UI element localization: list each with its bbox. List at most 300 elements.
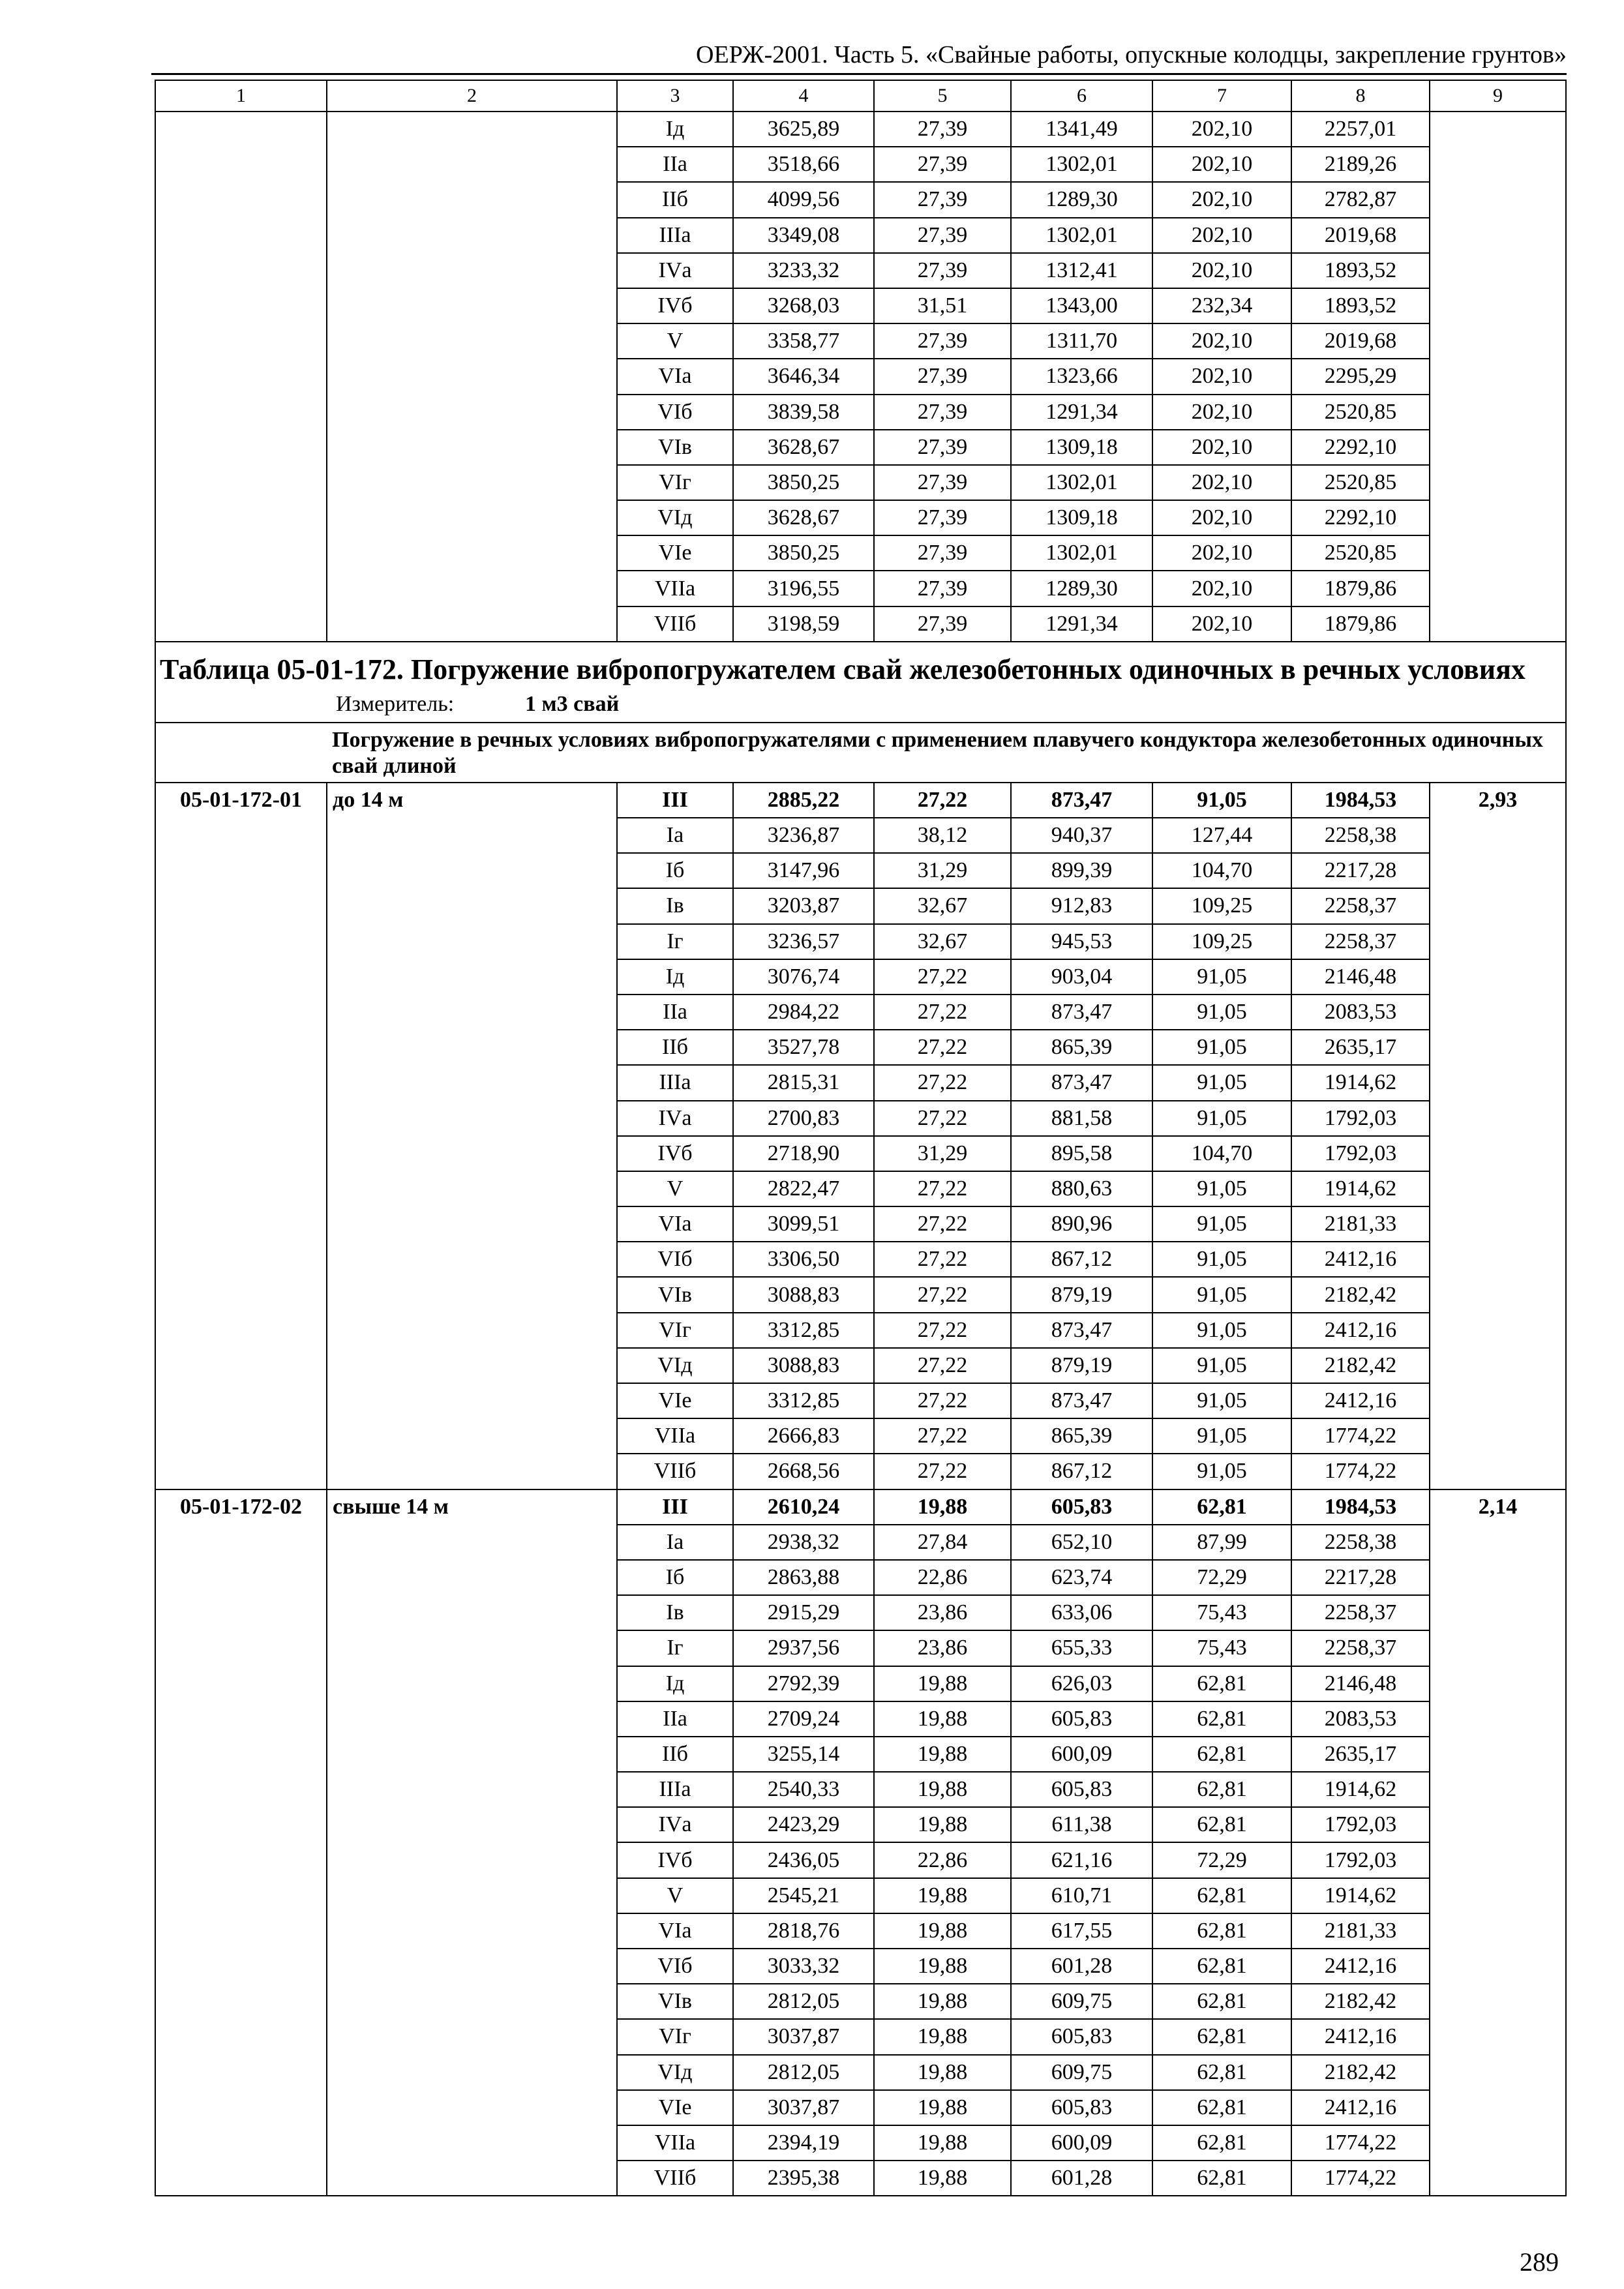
machines-cell: 879,19: [1011, 1348, 1152, 1383]
region-cell: IIIа: [617, 1065, 733, 1100]
machinist-wages-cell: 62,81: [1152, 1878, 1291, 1913]
region-cell: VIв: [617, 1277, 733, 1312]
materials-cell: 2258,38: [1291, 1525, 1430, 1560]
machinist-wages-cell: 91,05: [1152, 1454, 1291, 1489]
materials-cell: 1914,62: [1291, 1878, 1430, 1913]
region-cell: IVб: [617, 1136, 733, 1171]
unit-label: Измеритель:: [336, 691, 455, 716]
materials-cell: 2181,33: [1291, 1206, 1430, 1242]
materials-cell: 1879,86: [1291, 571, 1430, 606]
region-cell: VIв: [617, 1984, 733, 2019]
total-cost-cell: 2423,29: [733, 1807, 874, 1842]
wages-cell: 27,22: [874, 783, 1011, 818]
materials-cell: 2083,53: [1291, 995, 1430, 1030]
total-cost-cell: 3625,89: [733, 112, 874, 147]
subheading-row: [155, 723, 1566, 783]
total-cost-cell: 3268,03: [733, 288, 874, 323]
machinist-wages-cell: 202,10: [1152, 323, 1291, 359]
machines-cell: 873,47: [1011, 995, 1152, 1030]
machinist-wages-cell: 202,10: [1152, 430, 1291, 465]
wages-cell: 27,39: [874, 218, 1011, 253]
wages-cell: 27,22: [874, 1383, 1011, 1418]
wages-cell: 27,39: [874, 182, 1011, 217]
price-table: [155, 80, 1567, 2196]
region-cell: VIIа: [617, 2125, 733, 2161]
machinist-wages-cell: 91,05: [1152, 1348, 1291, 1383]
materials-cell: 2258,37: [1291, 888, 1430, 923]
region-cell: Iв: [617, 1595, 733, 1630]
region-cell: IVб: [617, 1842, 733, 1878]
region-cell: Iд: [617, 112, 733, 147]
machinist-wages-cell: 202,10: [1152, 147, 1291, 182]
region-cell: VIа: [617, 1206, 733, 1242]
region-cell: III: [617, 1489, 733, 1525]
region-cell: VIе: [617, 1383, 733, 1418]
unit-value: 1 м3 свай: [525, 691, 620, 716]
region-cell: VIIа: [617, 1418, 733, 1454]
region-cell: IIб: [617, 182, 733, 217]
materials-cell: 2189,26: [1291, 147, 1430, 182]
wages-cell: 27,84: [874, 1525, 1011, 1560]
machinist-wages-cell: 62,81: [1152, 1984, 1291, 2019]
machines-cell: 605,83: [1011, 1489, 1152, 1525]
wages-cell: 22,86: [874, 1842, 1011, 1878]
machinist-wages-cell: 232,34: [1152, 288, 1291, 323]
materials-cell: 1914,62: [1291, 1065, 1430, 1100]
region-cell: IIб: [617, 1737, 733, 1772]
column-number: 4: [733, 80, 874, 112]
materials-cell: 2292,10: [1291, 430, 1430, 465]
materials-cell: 2019,68: [1291, 323, 1430, 359]
wages-cell: 23,86: [874, 1595, 1011, 1630]
column-number: 8: [1291, 80, 1430, 112]
wages-cell: 27,22: [874, 1418, 1011, 1454]
total-cost-cell: 3076,74: [733, 959, 874, 995]
total-cost-cell: 3358,77: [733, 323, 874, 359]
region-cell: VIг: [617, 2019, 733, 2054]
machinist-wages-cell: 202,10: [1152, 253, 1291, 288]
materials-cell: 2146,48: [1291, 959, 1430, 995]
materials-cell: 1984,53: [1291, 1489, 1430, 1525]
total-cost-cell: 2818,76: [733, 1913, 874, 1949]
total-cost-cell: 4099,56: [733, 182, 874, 217]
machinist-wages-cell: 91,05: [1152, 1277, 1291, 1312]
region-cell: VIб: [617, 1242, 733, 1277]
machines-cell: 940,37: [1011, 818, 1152, 853]
table-title-cell: [155, 642, 1566, 723]
materials-cell: 2217,28: [1291, 1560, 1430, 1595]
materials-cell: 2635,17: [1291, 1737, 1430, 1772]
wages-cell: 27,39: [874, 500, 1011, 535]
machines-cell: 1302,01: [1011, 147, 1152, 182]
machines-cell: 655,33: [1011, 1630, 1152, 1666]
wages-cell: 27,39: [874, 395, 1011, 430]
column-number: 6: [1011, 80, 1152, 112]
wages-cell: 27,22: [874, 1454, 1011, 1489]
total-cost-cell: 2885,22: [733, 783, 874, 818]
materials-cell: 1893,52: [1291, 288, 1430, 323]
materials-cell: 2412,16: [1291, 2019, 1430, 2054]
header-rule: [151, 73, 1567, 75]
machines-cell: 865,39: [1011, 1030, 1152, 1065]
materials-cell: 2258,38: [1291, 818, 1430, 853]
materials-cell: 2295,29: [1291, 359, 1430, 394]
wages-cell: 27,22: [874, 1206, 1011, 1242]
total-cost-cell: 2937,56: [733, 1630, 874, 1666]
wages-cell: 32,67: [874, 888, 1011, 923]
wages-cell: 19,88: [874, 1949, 1011, 1984]
wages-cell: 27,39: [874, 465, 1011, 500]
total-cost-cell: 3306,50: [733, 1242, 874, 1277]
total-cost-cell: 3233,32: [733, 253, 874, 288]
materials-cell: 2257,01: [1291, 112, 1430, 147]
wages-cell: 19,88: [874, 1666, 1011, 1701]
region-cell: VIб: [617, 1949, 733, 1984]
materials-cell: 2292,10: [1291, 500, 1430, 535]
total-cost-cell: 3088,83: [733, 1348, 874, 1383]
region-cell: Iд: [617, 1666, 733, 1701]
region-cell: Iг: [617, 1630, 733, 1666]
code-cell: 05-01-172-02: [155, 1489, 327, 2196]
total-cost-cell: 3147,96: [733, 853, 874, 888]
region-cell: V: [617, 1878, 733, 1913]
total-cost-cell: 2540,33: [733, 1772, 874, 1807]
wages-cell: 27,22: [874, 1065, 1011, 1100]
total-cost-cell: 2792,39: [733, 1666, 874, 1701]
region-cell: VIг: [617, 1313, 733, 1348]
total-cost-cell: 3236,57: [733, 924, 874, 959]
machinist-wages-cell: 202,10: [1152, 395, 1291, 430]
materials-cell: 2520,85: [1291, 535, 1430, 571]
region-cell: IIIа: [617, 218, 733, 253]
machines-cell: 912,83: [1011, 888, 1152, 923]
total-cost-cell: 2822,47: [733, 1171, 874, 1206]
wages-cell: 31,29: [874, 1136, 1011, 1171]
machinist-wages-cell: 104,70: [1152, 1136, 1291, 1171]
machines-cell: 609,75: [1011, 1984, 1152, 2019]
total-cost-cell: 3099,51: [733, 1206, 874, 1242]
region-cell: VIIа: [617, 571, 733, 606]
wages-cell: 19,88: [874, 1878, 1011, 1913]
region-cell: IVа: [617, 1101, 733, 1136]
table-row: [155, 1489, 1566, 1525]
region-cell: IIб: [617, 1030, 733, 1065]
machinist-wages-cell: 72,29: [1152, 1560, 1291, 1595]
total-cost-cell: 3312,85: [733, 1313, 874, 1348]
total-cost-cell: 2395,38: [733, 2161, 874, 2196]
region-cell: IVа: [617, 253, 733, 288]
machines-cell: 605,83: [1011, 1772, 1152, 1807]
column-number: 3: [617, 80, 733, 112]
wages-cell: 27,39: [874, 535, 1011, 571]
region-cell: IIIа: [617, 1772, 733, 1807]
wages-cell: 32,67: [874, 924, 1011, 959]
materials-cell: 2635,17: [1291, 1030, 1430, 1065]
wages-cell: 31,51: [874, 288, 1011, 323]
total-cost-cell: 3255,14: [733, 1737, 874, 1772]
total-cost-cell: 3236,87: [733, 818, 874, 853]
region-cell: IVб: [617, 288, 733, 323]
machinist-wages-cell: 127,44: [1152, 818, 1291, 853]
region-cell: Iг: [617, 924, 733, 959]
materials-cell: 2182,42: [1291, 2055, 1430, 2090]
machinist-wages-cell: 91,05: [1152, 1242, 1291, 1277]
materials-cell: 2782,87: [1291, 182, 1430, 217]
machines-cell: 633,06: [1011, 1595, 1152, 1630]
machines-cell: 873,47: [1011, 783, 1152, 818]
page-header: ОЕРЖ-2001. Часть 5. «Свайные работы, опускные колодцы, закрепление грунтов»: [696, 41, 1567, 68]
machines-cell: 605,83: [1011, 2019, 1152, 2054]
machinist-wages-cell: 202,10: [1152, 500, 1291, 535]
total-cost-cell: 3312,85: [733, 1383, 874, 1418]
wages-cell: 27,22: [874, 1101, 1011, 1136]
machines-cell: 873,47: [1011, 1383, 1152, 1418]
region-cell: Iб: [617, 1560, 733, 1595]
materials-cell: 1792,03: [1291, 1842, 1430, 1878]
name-cell: до 14 м: [327, 783, 617, 1489]
materials-cell: 2019,68: [1291, 218, 1430, 253]
materials-cell: 2181,33: [1291, 1913, 1430, 1949]
region-cell: III: [617, 783, 733, 818]
region-cell: VIе: [617, 535, 733, 571]
machinist-wages-cell: 72,29: [1152, 1842, 1291, 1878]
machinist-wages-cell: 75,43: [1152, 1630, 1291, 1666]
wages-cell: 31,29: [874, 853, 1011, 888]
table-row: [155, 112, 1566, 147]
wages-cell: 19,88: [874, 2161, 1011, 2196]
total-cost-cell: 2984,22: [733, 995, 874, 1030]
materials-cell: 1879,86: [1291, 606, 1430, 642]
machines-cell: 873,47: [1011, 1313, 1152, 1348]
wages-cell: 27,22: [874, 995, 1011, 1030]
wages-cell: 19,88: [874, 1772, 1011, 1807]
machinist-wages-cell: 91,05: [1152, 1065, 1291, 1100]
materials-cell: 2412,16: [1291, 2090, 1430, 2125]
machines-cell: 600,09: [1011, 1737, 1152, 1772]
wages-cell: 19,88: [874, 1701, 1011, 1737]
machines-cell: 605,83: [1011, 1701, 1152, 1737]
total-cost-cell: 2915,29: [733, 1595, 874, 1630]
wages-cell: 19,88: [874, 1807, 1011, 1842]
region-cell: VIб: [617, 395, 733, 430]
machinist-wages-cell: 91,05: [1152, 995, 1291, 1030]
wages-cell: 27,22: [874, 1171, 1011, 1206]
materials-cell: 1914,62: [1291, 1171, 1430, 1206]
machinist-wages-cell: 202,10: [1152, 606, 1291, 642]
region-cell: IIа: [617, 147, 733, 182]
materials-cell: 2412,16: [1291, 1313, 1430, 1348]
region-cell: VIг: [617, 465, 733, 500]
machinist-wages-cell: 91,05: [1152, 1171, 1291, 1206]
total-cost-cell: 3527,78: [733, 1030, 874, 1065]
machinist-wages-cell: 109,25: [1152, 924, 1291, 959]
region-cell: Iв: [617, 888, 733, 923]
materials-cell: 1984,53: [1291, 783, 1430, 818]
materials-cell: 2217,28: [1291, 853, 1430, 888]
machinist-wages-cell: 202,10: [1152, 182, 1291, 217]
region-cell: VIIб: [617, 606, 733, 642]
materials-cell: 2412,16: [1291, 1383, 1430, 1418]
machines-cell: 1302,01: [1011, 218, 1152, 253]
region-cell: VIд: [617, 1348, 733, 1383]
machinist-wages-cell: 62,81: [1152, 1913, 1291, 1949]
machinist-wages-cell: 91,05: [1152, 1313, 1291, 1348]
total-cost-cell: 3646,34: [733, 359, 874, 394]
materials-cell: 2412,16: [1291, 1242, 1430, 1277]
machines-cell: 903,04: [1011, 959, 1152, 995]
total-cost-cell: 2709,24: [733, 1701, 874, 1737]
materials-cell: 2258,37: [1291, 1595, 1430, 1630]
total-cost-cell: 3839,58: [733, 395, 874, 430]
machinist-wages-cell: 62,81: [1152, 1807, 1291, 1842]
total-cost-cell: 3037,87: [733, 2019, 874, 2054]
wages-cell: 19,88: [874, 2055, 1011, 2090]
total-cost-cell: 3203,87: [733, 888, 874, 923]
total-cost-cell: 3196,55: [733, 571, 874, 606]
wages-cell: 27,39: [874, 606, 1011, 642]
region-cell: VIе: [617, 2090, 733, 2125]
total-cost-cell: 3088,83: [733, 1277, 874, 1312]
unit-line: [336, 692, 1561, 717]
total-cost-cell: 3198,59: [733, 606, 874, 642]
machinist-wages-cell: 62,81: [1152, 1772, 1291, 1807]
machines-cell: 1323,66: [1011, 359, 1152, 394]
machines-cell: 1302,01: [1011, 465, 1152, 500]
wages-cell: 27,39: [874, 112, 1011, 147]
region-cell: VIа: [617, 1913, 733, 1949]
total-cost-cell: 2815,31: [733, 1065, 874, 1100]
materials-cell: 1792,03: [1291, 1136, 1430, 1171]
machines-cell: 879,19: [1011, 1277, 1152, 1312]
total-cost-cell: 2863,88: [733, 1560, 874, 1595]
materials-cell: 1792,03: [1291, 1101, 1430, 1136]
machines-cell: 601,28: [1011, 1949, 1152, 1984]
total-cost-cell: 2812,05: [733, 2055, 874, 2090]
machinist-wages-cell: 91,05: [1152, 783, 1291, 818]
column-number: 5: [874, 80, 1011, 112]
machinist-wages-cell: 104,70: [1152, 853, 1291, 888]
machines-cell: 1309,18: [1011, 500, 1152, 535]
machinist-wages-cell: 91,05: [1152, 1418, 1291, 1454]
total-cost-cell: 3850,25: [733, 535, 874, 571]
machines-cell: 601,28: [1011, 2161, 1152, 2196]
name-cell: свыше 14 м: [327, 1489, 617, 2196]
subheading-cell: Погружение в речных условиях вибропогружателями с применением плавучего кондуктора железобетонных одиночных свай длиной: [155, 723, 1566, 783]
wages-cell: 19,88: [874, 2125, 1011, 2161]
machinist-wages-cell: 75,43: [1152, 1595, 1291, 1630]
materials-cell: 1774,22: [1291, 1418, 1430, 1454]
total-cost-cell: 3628,67: [733, 500, 874, 535]
region-cell: Iа: [617, 1525, 733, 1560]
region-cell: VIд: [617, 2055, 733, 2090]
materials-cell: 1914,62: [1291, 1772, 1430, 1807]
wages-cell: 27,39: [874, 323, 1011, 359]
total-cost-cell: 2394,19: [733, 2125, 874, 2161]
table-title: Таблица 05-01-172. Погружение вибропогружателем свай железобетонных одиночных в речных условиях: [160, 653, 1526, 685]
wages-cell: 19,88: [874, 1984, 1011, 2019]
region-cell: Iа: [617, 818, 733, 853]
wages-cell: 19,88: [874, 2019, 1011, 2054]
machinist-wages-cell: 202,10: [1152, 359, 1291, 394]
machines-cell: 1302,01: [1011, 535, 1152, 571]
machines-cell: 652,10: [1011, 1525, 1152, 1560]
total-cost-cell: 2668,56: [733, 1454, 874, 1489]
machines-cell: 1341,49: [1011, 112, 1152, 147]
wages-cell: 27,39: [874, 253, 1011, 288]
wages-cell: 27,39: [874, 147, 1011, 182]
table-row: [155, 783, 1566, 818]
machines-cell: 1289,30: [1011, 182, 1152, 217]
column-number-row: [155, 80, 1566, 112]
total-cost-cell: 2812,05: [733, 1984, 874, 2019]
wages-cell: 19,88: [874, 2090, 1011, 2125]
machines-cell: 623,74: [1011, 1560, 1152, 1595]
region-cell: V: [617, 323, 733, 359]
wages-cell: 27,22: [874, 959, 1011, 995]
extra-cell: 2,14: [1430, 1489, 1566, 2196]
machinist-wages-cell: 62,81: [1152, 2019, 1291, 2054]
machines-cell: 895,58: [1011, 1136, 1152, 1171]
materials-cell: 2258,37: [1291, 924, 1430, 959]
machinist-wages-cell: 62,81: [1152, 1666, 1291, 1701]
machinist-wages-cell: 91,05: [1152, 1101, 1291, 1136]
machines-cell: 867,12: [1011, 1242, 1152, 1277]
page-number: 289: [1520, 2247, 1559, 2277]
machinist-wages-cell: 62,81: [1152, 2055, 1291, 2090]
machinist-wages-cell: 62,81: [1152, 1701, 1291, 1737]
wages-cell: 27,22: [874, 1030, 1011, 1065]
table-body: [155, 80, 1566, 2196]
extra-cell-empty: [1430, 112, 1566, 642]
machinist-wages-cell: 202,10: [1152, 112, 1291, 147]
machines-cell: 945,53: [1011, 924, 1152, 959]
wages-cell: 22,86: [874, 1560, 1011, 1595]
materials-cell: 2182,42: [1291, 1984, 1430, 2019]
wages-cell: 27,22: [874, 1277, 1011, 1312]
machines-cell: 873,47: [1011, 1065, 1152, 1100]
materials-cell: 1774,22: [1291, 2125, 1430, 2161]
machinist-wages-cell: 62,81: [1152, 1949, 1291, 1984]
machinist-wages-cell: 62,81: [1152, 2125, 1291, 2161]
name-cell-empty: [327, 112, 617, 642]
wages-cell: 38,12: [874, 818, 1011, 853]
machines-cell: 611,38: [1011, 1807, 1152, 1842]
machinist-wages-cell: 202,10: [1152, 218, 1291, 253]
machines-cell: 890,96: [1011, 1206, 1152, 1242]
machinist-wages-cell: 62,81: [1152, 2090, 1291, 2125]
wages-cell: 23,86: [874, 1630, 1011, 1666]
total-cost-cell: 3349,08: [733, 218, 874, 253]
code-cell-empty: [155, 112, 327, 642]
machinist-wages-cell: 91,05: [1152, 1206, 1291, 1242]
machinist-wages-cell: 202,10: [1152, 465, 1291, 500]
machines-cell: 1309,18: [1011, 430, 1152, 465]
machinist-wages-cell: 91,05: [1152, 959, 1291, 995]
machines-cell: 865,39: [1011, 1418, 1152, 1454]
machines-cell: 1291,34: [1011, 395, 1152, 430]
machines-cell: 610,71: [1011, 1878, 1152, 1913]
machinist-wages-cell: 62,81: [1152, 2161, 1291, 2196]
extra-cell: 2,93: [1430, 783, 1566, 1489]
region-cell: VIа: [617, 359, 733, 394]
total-cost-cell: 3850,25: [733, 465, 874, 500]
column-number: 2: [327, 80, 617, 112]
region-cell: V: [617, 1171, 733, 1206]
total-cost-cell: 2938,32: [733, 1525, 874, 1560]
wages-cell: 19,88: [874, 1489, 1011, 1525]
machines-cell: 626,03: [1011, 1666, 1152, 1701]
machines-cell: 600,09: [1011, 2125, 1152, 2161]
